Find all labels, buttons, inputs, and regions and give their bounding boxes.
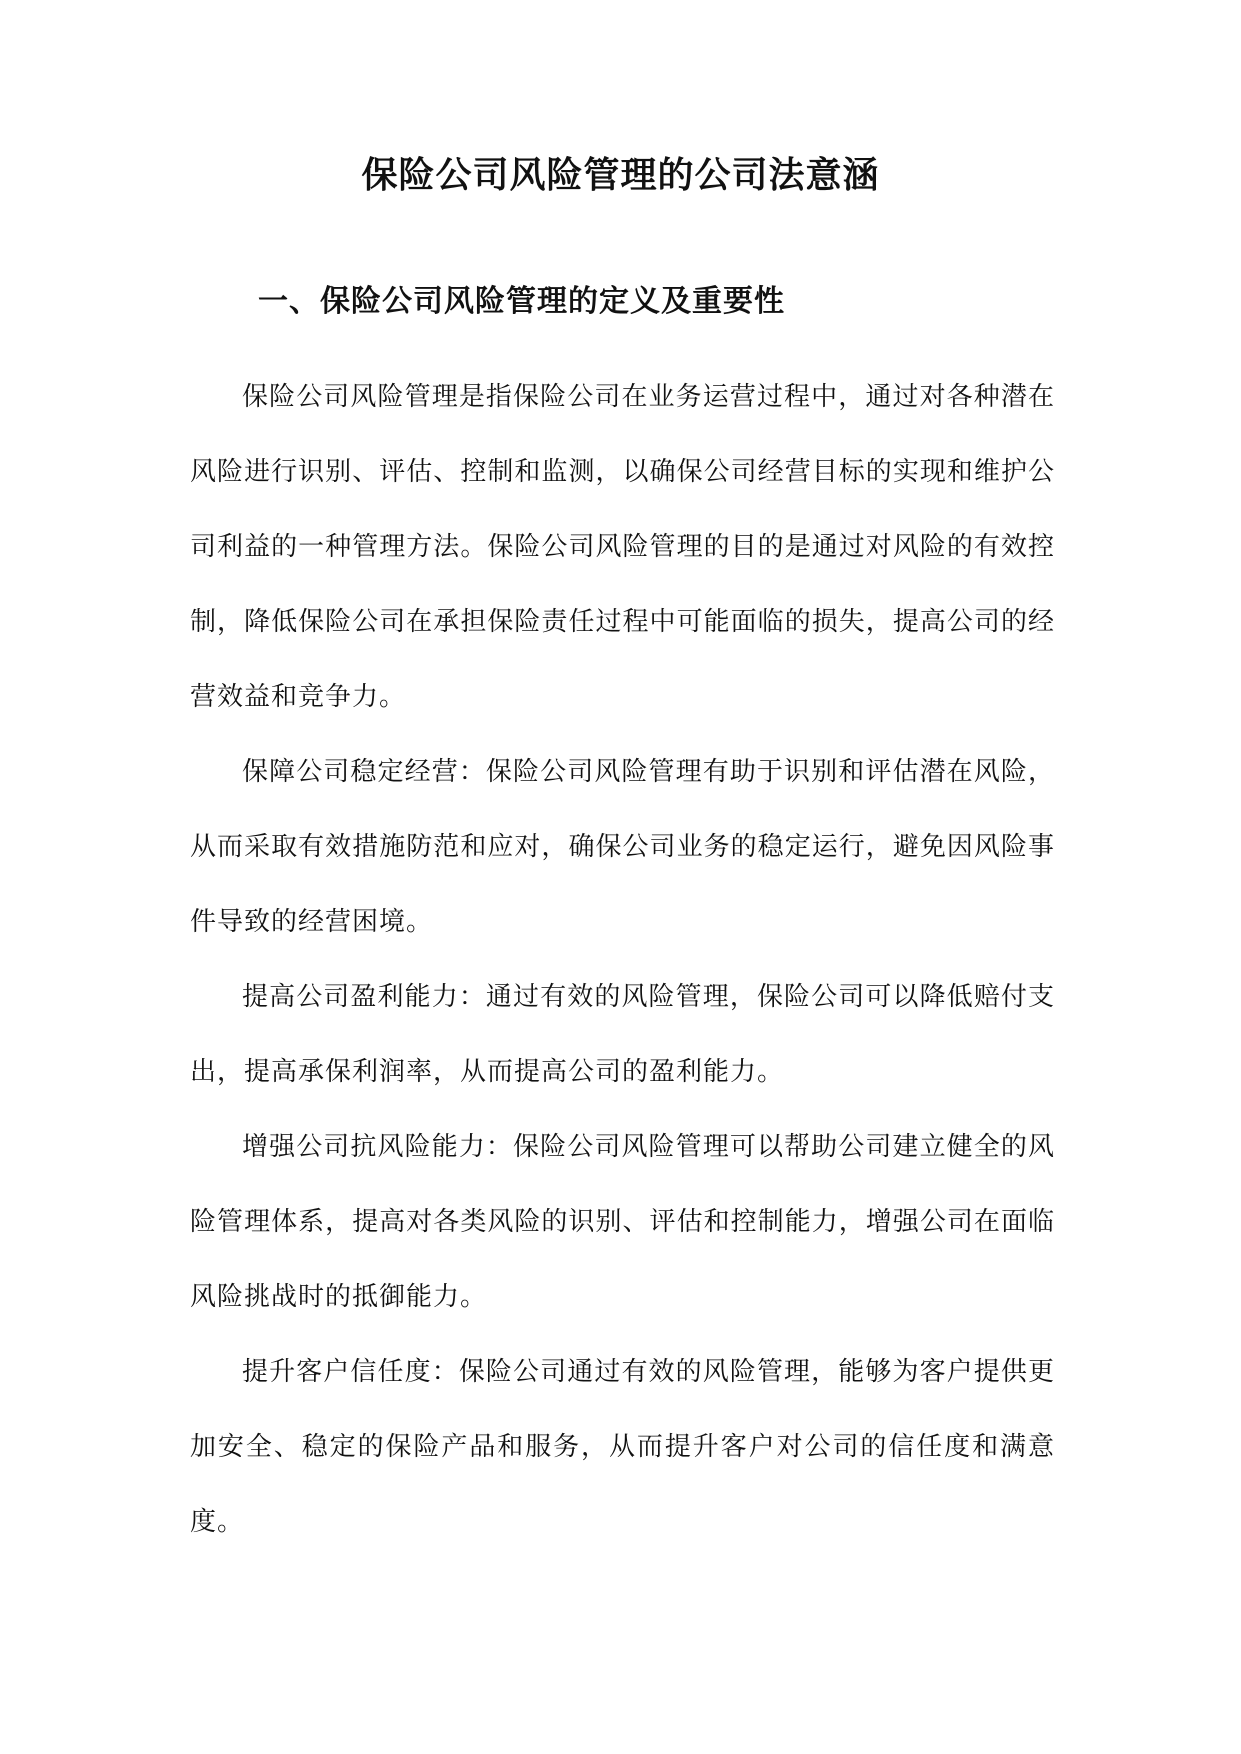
paragraph-profitability: 提高公司盈利能力：通过有效的风险管理，保险公司可以降低赔付支出，提高承保利润率，从而提高公司的盈利能力。 xyxy=(190,982,1055,1087)
document-title: 保险公司风险管理的公司法意涵 xyxy=(361,154,880,196)
paragraph-risk-resistance: 增强公司抗风险能力：保险公司风险管理可以帮助公司建立健全的风险管理体系，提高对各类风险的识别、评估和控制能力，增强公司在面临风险挑战时的抵御能力。 xyxy=(190,1132,1055,1312)
paragraph-definition: 保险公司风险管理是指保险公司在业务运营过程中，通过对各种潜在风险进行识别、评估、控制和监测，以确保公司经营目标的实现和维护公司利益的一种管理方法。保险公司风险管理的目的是通过对风险的有效控制，降低保险公司在承担保险责任过程中可能面临的损失，提高公司的经营效益和竞争力。 xyxy=(190,382,1055,712)
body-text xyxy=(190,360,1055,1560)
section-heading: 一、保险公司风险管理的定义及重要性 xyxy=(258,284,785,319)
paragraph-customer-trust: 提升客户信任度：保险公司通过有效的风险管理，能够为客户提供更加安全、稳定的保险产品和服务，从而提升客户对公司的信任度和满意度。 xyxy=(190,1357,1055,1537)
paragraph-stable-operation: 保障公司稳定经营：保险公司风险管理有助于识别和评估潜在风险，从而采取有效措施防范和应对，确保公司业务的稳定运行，避免因风险事件导致的经营困境。 xyxy=(190,757,1055,937)
